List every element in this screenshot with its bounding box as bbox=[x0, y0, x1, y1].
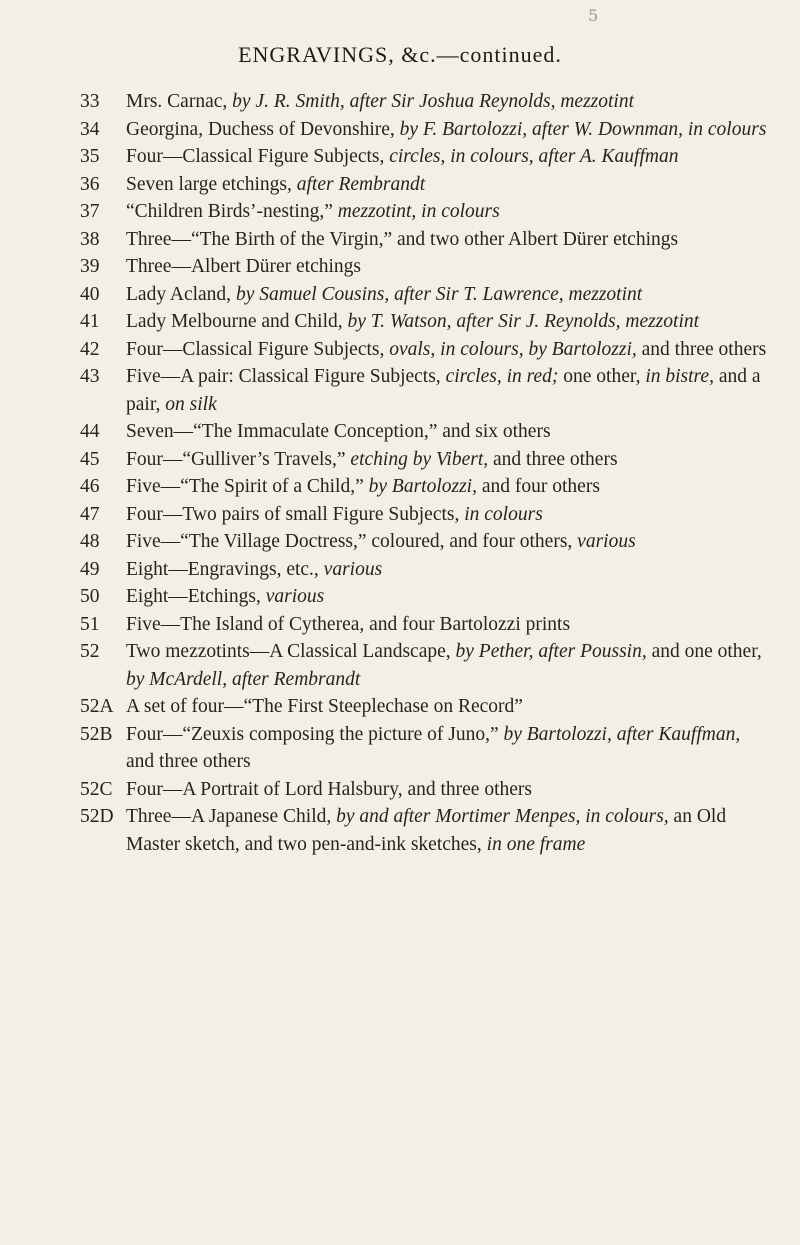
lot-description bbox=[126, 446, 770, 474]
lot-description-text: Five—The Island of Cytherea, and four Bartolozzi prints bbox=[126, 613, 571, 635]
lot-description-text: Five—“The Village Doctress,” coloured, and four others, bbox=[126, 531, 578, 552]
lot-description-text: Four—“Gulliver’s Travels,” bbox=[126, 448, 351, 470]
lot-entry bbox=[80, 363, 770, 418]
lot-description-text: an Old Master sketch, and two pen-and-ink sketches, bbox=[126, 806, 727, 855]
lot-description-text: Four—“Zeuxis composing the picture of Juno,” bbox=[126, 723, 504, 745]
lot-description-italic: by J. R. Smith, after Sir Joshua Reynolds, mezzotint bbox=[232, 91, 635, 112]
lot-description-text: Eight—Engravings, etc., bbox=[126, 558, 324, 580]
lot-description-italic: by Samuel Cousins, after Sir T. Lawrence, mezzotint bbox=[235, 283, 643, 305]
lot-description-text: one other, bbox=[558, 366, 646, 387]
lot-description bbox=[126, 418, 770, 446]
lot-entry bbox=[80, 171, 770, 199]
lot-description bbox=[126, 721, 770, 776]
lot-number: 38 bbox=[80, 228, 100, 250]
lot-entry bbox=[80, 143, 770, 171]
lot-entry bbox=[80, 226, 770, 254]
lot-entry bbox=[80, 308, 770, 336]
lot-number: 40 bbox=[80, 283, 100, 305]
lot-description-text: Mrs. Carnac, bbox=[126, 91, 233, 112]
lot-description-italic: on silk bbox=[165, 393, 217, 415]
lot-description-text: and three others bbox=[126, 751, 251, 772]
lot-description-text: and three others bbox=[488, 448, 618, 470]
lot-entry bbox=[80, 418, 770, 446]
lot-entry bbox=[80, 446, 770, 474]
lot-description-text: Four—A Portrait of Lord Halsbury, and three others bbox=[126, 778, 532, 800]
lot-description-text: and four others bbox=[476, 476, 600, 497]
lot-description-italic: by T. Watson, after Sir J. Reynolds, mezzotint bbox=[347, 311, 700, 332]
lot-number: 51 bbox=[80, 613, 100, 635]
lot-description bbox=[126, 281, 770, 309]
lot-description-text: Lady Melbourne and Child, bbox=[126, 311, 348, 332]
lot-description-italic: various bbox=[323, 558, 383, 580]
lot-entry bbox=[80, 253, 770, 281]
lot-description-text: Three—“The Birth of the Virgin,” and two other Albert Dürer etchings bbox=[126, 228, 679, 250]
lot-number: 36 bbox=[80, 173, 100, 195]
lot-entry bbox=[80, 116, 770, 144]
lot-description bbox=[126, 473, 770, 501]
lot-description bbox=[126, 88, 770, 116]
lot-description-text: Seven large etchings, bbox=[126, 173, 297, 195]
lot-description-italic: in colours bbox=[464, 503, 543, 525]
lot-number: 35 bbox=[80, 146, 100, 167]
lot-entry bbox=[80, 88, 770, 116]
lot-number: 37 bbox=[80, 201, 100, 222]
lot-number: 52 bbox=[80, 641, 100, 662]
lot-description-text: Five—“The Spirit of a Child,” bbox=[126, 476, 369, 497]
lot-description-italic: by Bartolozzi, bbox=[368, 476, 477, 497]
lot-description-text: Eight—Etchings, bbox=[126, 586, 266, 607]
lot-description bbox=[126, 198, 770, 226]
lot-description-text: and one other, bbox=[646, 641, 762, 662]
lot-description bbox=[126, 776, 770, 804]
lot-entry bbox=[80, 528, 770, 556]
lot-number: 52C bbox=[80, 778, 113, 800]
lot-entry bbox=[80, 198, 770, 226]
lot-entry bbox=[80, 336, 770, 364]
lot-description-text: Four—Classical Figure Subjects, bbox=[126, 146, 390, 167]
lot-number: 39 bbox=[80, 256, 100, 277]
lot-description-italic: by F. Bartolozzi, after W. Downman, in colours bbox=[399, 118, 767, 140]
page-number: 5 bbox=[588, 6, 599, 25]
lot-number: 49 bbox=[80, 558, 100, 580]
lot-description bbox=[126, 556, 770, 584]
lot-description bbox=[126, 226, 770, 254]
lot-description bbox=[126, 171, 770, 199]
lot-description-text: Four—Two pairs of small Figure Subjects, bbox=[126, 503, 465, 525]
lot-description-italic: various bbox=[577, 531, 636, 552]
lot-description-italic: circles, in red; bbox=[445, 366, 559, 387]
lot-description bbox=[126, 803, 770, 858]
lot-description bbox=[126, 116, 770, 144]
lot-description-italic: in bistre, bbox=[645, 366, 714, 387]
lot-description-italic: ovals, in colours, by Bartolozzi, bbox=[389, 338, 637, 360]
lot-description bbox=[126, 143, 770, 171]
lot-number: 52D bbox=[80, 806, 114, 827]
lot-description-italic: in one frame bbox=[486, 833, 586, 855]
lot-entry bbox=[80, 721, 770, 776]
lot-description bbox=[126, 501, 770, 529]
lot-number: 42 bbox=[80, 338, 100, 360]
lot-number: 33 bbox=[80, 91, 100, 112]
lot-description-text: Five—A pair: Classical Figure Subjects, bbox=[126, 366, 446, 387]
lot-description-text: Georgina, Duchess of Devonshire, bbox=[126, 118, 400, 140]
lot-number: 52B bbox=[80, 723, 113, 745]
lot-number: 48 bbox=[80, 531, 100, 552]
lot-number: 52A bbox=[80, 696, 114, 717]
lot-description-italic: by and after Mortimer Menpes, in colours, bbox=[336, 806, 669, 827]
lot-description-text: and three others bbox=[636, 338, 767, 360]
lot-entry bbox=[80, 501, 770, 529]
lot-description bbox=[126, 583, 770, 611]
lot-number: 46 bbox=[80, 476, 100, 497]
page-heading: ENGRAVINGS, &c.—continued. bbox=[238, 42, 562, 67]
lot-entry bbox=[80, 583, 770, 611]
lot-description-text: and a pair, bbox=[126, 366, 761, 415]
lot-number: 43 bbox=[80, 366, 100, 387]
lot-number: 41 bbox=[80, 311, 100, 332]
lot-description-italic: mezzotint, in colours bbox=[337, 201, 500, 222]
lot-entry bbox=[80, 473, 770, 501]
lot-entry bbox=[80, 638, 770, 693]
lot-description-text: A set of four—“The First Steeplechase on Record” bbox=[126, 696, 523, 717]
lot-description-italic: after Rembrandt bbox=[296, 173, 426, 195]
lot-description-italic: various bbox=[265, 586, 325, 607]
lot-entry bbox=[80, 693, 770, 721]
lot-entry bbox=[80, 803, 770, 858]
lot-entry bbox=[80, 776, 770, 804]
lot-description bbox=[126, 363, 770, 418]
lot-number: 44 bbox=[80, 421, 100, 442]
lot-number: 34 bbox=[80, 118, 100, 140]
lot-entry bbox=[80, 611, 770, 639]
lot-number: 50 bbox=[80, 586, 100, 607]
lot-description-text: Three—Albert Dürer etchings bbox=[126, 256, 361, 277]
lot-description-text: Seven—“The Immaculate Conception,” and six others bbox=[126, 421, 551, 442]
lot-description bbox=[126, 693, 770, 721]
lot-entry bbox=[80, 556, 770, 584]
lot-list bbox=[80, 88, 770, 858]
lot-description-italic: circles, in colours, after A. Kauffman bbox=[389, 146, 679, 167]
lot-description bbox=[126, 638, 770, 693]
lot-description-italic: etching by Vibert, bbox=[350, 448, 489, 470]
lot-description-text: Lady Acland, bbox=[126, 283, 236, 305]
lot-description-italic: by Bartolozzi, after Kauffman, bbox=[503, 723, 741, 745]
lot-description bbox=[126, 528, 770, 556]
lot-description bbox=[126, 308, 770, 336]
lot-description-italic: by Pether, after Poussin, bbox=[455, 641, 647, 662]
lot-number: 47 bbox=[80, 503, 100, 525]
lot-description-text: “Children Birds’-nesting,” bbox=[126, 201, 338, 222]
lot-description-text: Two mezzotints—A Classical Landscape, bbox=[126, 641, 456, 662]
lot-description-italic: by McArdell, after Rembrandt bbox=[126, 668, 361, 690]
lot-entry bbox=[80, 281, 770, 309]
lot-description bbox=[126, 253, 770, 281]
lot-description bbox=[126, 336, 770, 364]
lot-description bbox=[126, 611, 770, 639]
lot-description-text: Four—Classical Figure Subjects, bbox=[126, 338, 390, 360]
lot-description-text: Three—A Japanese Child, bbox=[126, 806, 337, 827]
lot-number: 45 bbox=[80, 448, 100, 470]
